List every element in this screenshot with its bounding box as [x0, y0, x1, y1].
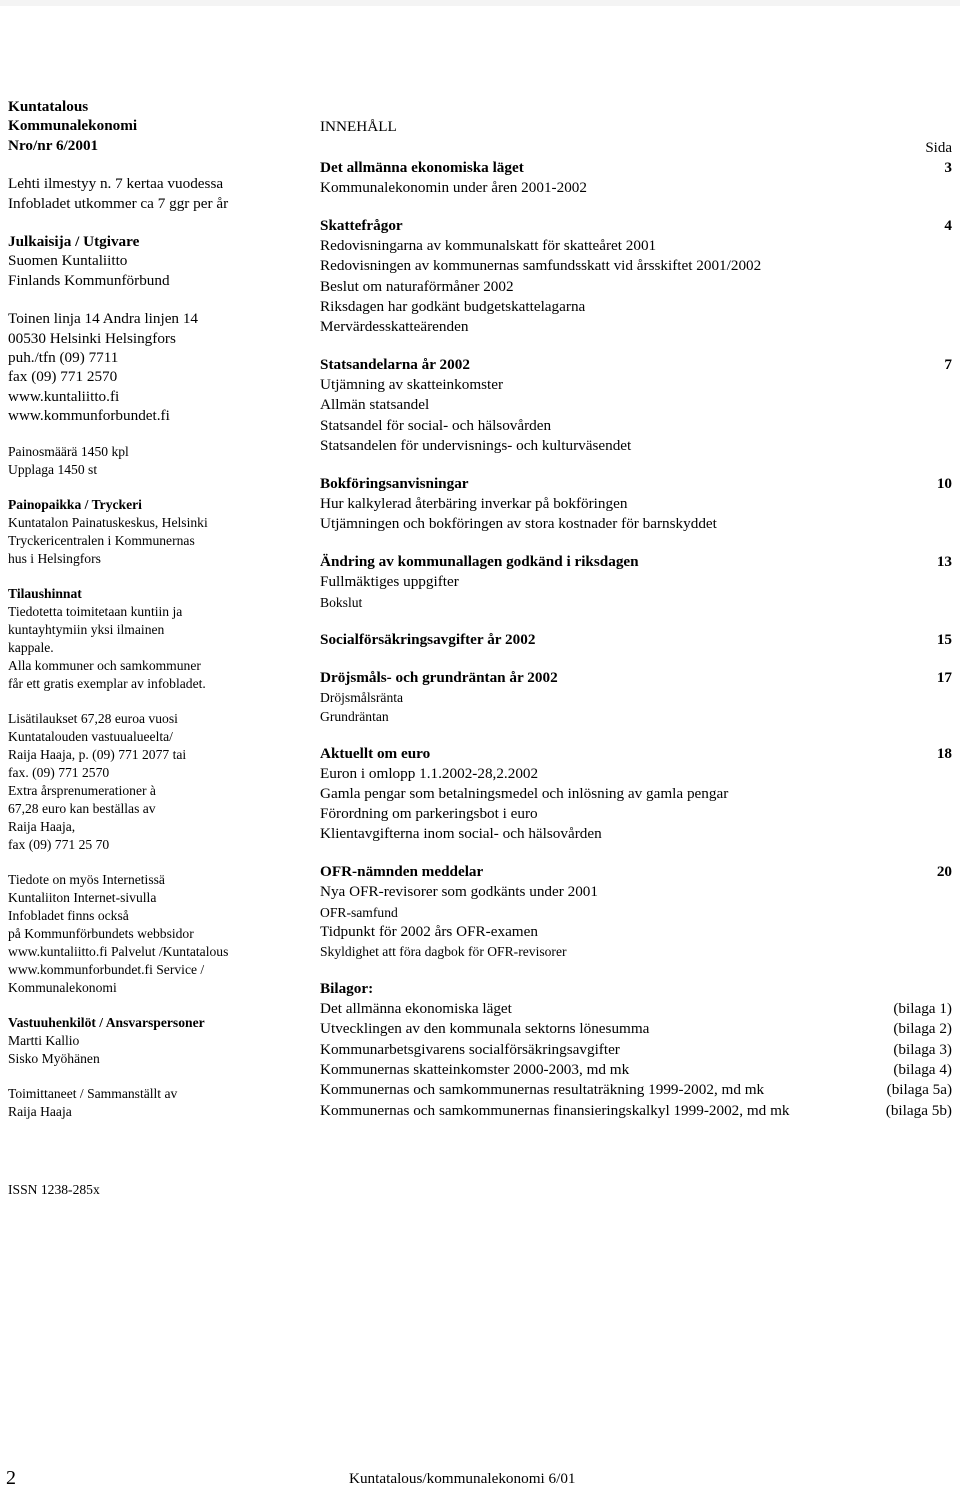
- appendix-row[interactable]: [320, 999, 952, 1019]
- responsible-person: Martti Kallio: [8, 1032, 80, 1048]
- publisher-line: Finlands Kommunförbund: [8, 271, 170, 289]
- toc-section: [320, 355, 952, 456]
- internet-line: Infobladet finns också: [8, 907, 129, 923]
- appendix-title: Kommunernas och samkommunernas finansieringskalkyl 1999-2002, md mk: [320, 1101, 790, 1119]
- orders-line: kappale.: [8, 639, 54, 655]
- toc-section-title: OFR-nämnden meddelar: [320, 863, 484, 881]
- toc-section-page: 15: [936, 630, 952, 648]
- toc-section-title: Statsandelarna år 2002: [320, 356, 470, 374]
- orders-line: får ett gratis exemplar av infobladet.: [8, 675, 206, 691]
- address-line: Toinen linja 14 Andra linjen 14: [8, 310, 199, 328]
- internet-line: på Kommunförbundets webbsidor: [8, 925, 194, 941]
- toc-item: Redovisningen av kommunernas samfundsskatt vid årsskiftet 2001/2002: [320, 257, 762, 275]
- toc-item: Dröjsmålsränta: [320, 689, 404, 705]
- toc-item: Förordning om parkeringsbot i euro: [320, 805, 538, 823]
- toc-item: Fullmäktiges uppgifter: [320, 573, 459, 591]
- orders-block: [8, 585, 298, 693]
- toc-item: Bokslut: [320, 594, 363, 610]
- toc-section-page: 7: [944, 356, 952, 374]
- appendix-ref: (bilaga 1): [893, 999, 952, 1017]
- appendix-row[interactable]: [320, 1101, 952, 1121]
- masthead-title-line: Kommunalekonomi: [8, 117, 138, 135]
- masthead-title: [8, 97, 298, 155]
- toc-title: INNEHÅLL: [320, 118, 397, 135]
- toc-section-page: 18: [936, 744, 952, 762]
- toc-section-page: 4: [944, 217, 952, 235]
- extra-line: Extra årsprenumerationer à: [8, 782, 156, 798]
- toc-item: Utjämning av skatteinkomster: [320, 376, 504, 394]
- appendix-row[interactable]: [320, 1080, 952, 1100]
- appendix-heading: Bilagor:: [320, 979, 374, 997]
- editors-block: [8, 1085, 298, 1121]
- toc-section-title: Socialförsäkringsavgifter år 2002: [320, 630, 536, 648]
- publisher-heading: Julkaisija / Utgivare: [8, 233, 140, 251]
- toc-section: [320, 668, 952, 726]
- toc-item: Hur kalkylerad återbäring inverkar på bokföringen: [320, 495, 628, 513]
- orders-line: Alla kommuner och samkommuner: [8, 657, 201, 673]
- extra-line: fax. (09) 771 2570: [8, 764, 110, 780]
- toc-item: Gamla pengar som betalningsmedel och inlösning av gamla pengar: [320, 784, 729, 802]
- toc-section-page: 10: [936, 475, 952, 493]
- appendix-ref: (bilaga 2): [893, 1020, 952, 1038]
- appendix-title: Det allmänna ekonomiska läget: [320, 999, 512, 1017]
- toc-section-page: 13: [936, 553, 952, 571]
- toc-item: Statsandelen för undervisnings- och kulturväsendet: [320, 436, 632, 454]
- print-run-line: Painosmäärä 1450 kpl: [8, 443, 129, 459]
- toc-section-heading[interactable]: [320, 355, 952, 375]
- toc-item: OFR-samfund: [320, 904, 398, 920]
- extra-line: Raija Haaja,: [8, 818, 76, 834]
- extra-line: Raija Haaja, p. (09) 771 2077 tai: [8, 746, 187, 762]
- appendix-title: Kommunernas skatteinkomster 2000-2003, md mk: [320, 1061, 630, 1079]
- publisher-block: [8, 232, 298, 290]
- internet-link[interactable]: www.kuntaliitto.fi Palvelut /Kuntatalous: [8, 943, 229, 959]
- toc-section-page: 17: [936, 668, 952, 686]
- publisher-line: Suomen Kuntaliitto: [8, 252, 128, 270]
- printer-heading: Painopaikka / Tryckeri: [8, 496, 142, 512]
- toc-section: [320, 158, 952, 198]
- toc-section-heading[interactable]: [320, 474, 952, 494]
- editors-heading: Toimittaneet / Sammanställt av: [8, 1085, 178, 1101]
- toc-section: [320, 552, 952, 611]
- toc-section-title: Bokföringsanvisningar: [320, 475, 469, 493]
- appendix-ref: (bilaga 5b): [885, 1101, 952, 1119]
- fax-line: fax (09) 771 2570: [8, 368, 118, 386]
- appendix-ref: (bilaga 5a): [886, 1081, 952, 1099]
- frequency-line: Infobladet utkommer ca 7 ggr per år: [8, 194, 229, 212]
- printer-line: hus i Helsingfors: [8, 550, 101, 566]
- appendix-list: [320, 999, 952, 1121]
- toc-section-heading[interactable]: [320, 668, 952, 688]
- editor-person: Raija Haaja: [8, 1103, 72, 1119]
- extra-line: fax (09) 771 25 70: [8, 836, 110, 852]
- masthead-title-line: Nro/nr 6/2001: [8, 136, 99, 154]
- website-link[interactable]: www.kommunforbundet.fi: [8, 407, 170, 425]
- toc-item: Mervärdesskatteärenden: [320, 318, 469, 336]
- toc-section-title: Aktuellt om euro: [320, 744, 431, 762]
- toc-section-heading[interactable]: [320, 744, 952, 764]
- toc-item: Beslut om naturaförmåner 2002: [320, 277, 514, 295]
- page-column-label: Sida: [925, 140, 952, 156]
- extra-line: Kuntatalouden vastuualueelta/: [8, 728, 173, 744]
- print-run-line: Upplaga 1450 st: [8, 461, 98, 477]
- appendix-title: Kommunarbetsgivarens socialförsäkringsavgifter: [320, 1040, 620, 1058]
- toc-item: Klientavgifterna inom social- och hälsovården: [320, 825, 602, 843]
- internet-line: Kuntaliiton Internet-sivulla: [8, 889, 157, 905]
- orders-heading: Tilaushinnat: [8, 585, 82, 601]
- masthead-title-line: Kuntatalous: [8, 98, 89, 115]
- toc-section-title: Det allmänna ekonomiska läget: [320, 159, 524, 176]
- toc-sections: [320, 158, 952, 961]
- appendix-row[interactable]: [320, 1040, 952, 1060]
- toc-item: Riksdagen har godkänt budgetskattelagarna: [320, 297, 586, 315]
- top-rule: [0, 0, 960, 6]
- toc-section: [320, 744, 952, 845]
- address-line: 00530 Helsinki Helsingfors: [8, 329, 176, 347]
- toc-section: [320, 474, 952, 534]
- toc-item: Kommunalekonomin under åren 2001-2002: [320, 179, 587, 196]
- toc-section-heading[interactable]: [320, 630, 952, 650]
- appendix-title: Utvecklingen av den kommunala sektorns lönesumma: [320, 1020, 650, 1038]
- printer-line: Tryckericentralen i Kommunernas: [8, 532, 195, 548]
- toc-item: Euron i omlopp 1.1.2002-28,2.2002: [320, 764, 539, 782]
- address-block: [8, 309, 298, 425]
- responsible-person: Sisko Myöhänen: [8, 1050, 100, 1066]
- printer-block: [8, 496, 298, 568]
- masthead-column: [8, 97, 298, 1121]
- orders-line: Tiedotetta toimitetaan kuntiin ja: [8, 603, 183, 619]
- appendix-section: [320, 979, 952, 1121]
- toc-section: [320, 630, 952, 650]
- appendix-title: Kommunernas och samkommunernas resultaträkning 1999-2002, md mk: [320, 1081, 765, 1099]
- responsible-heading: Vastuuhenkilöt / Ansvarspersoner: [8, 1014, 205, 1030]
- appendix-ref: (bilaga 3): [893, 1040, 952, 1058]
- extra-line: 67,28 euro kan beställas av: [8, 800, 156, 816]
- toc-item: Allmän statsandel: [320, 396, 430, 414]
- page-number: 2: [6, 1467, 16, 1489]
- toc-item: Redovisningarna av kommunalskatt för skatteåret 2001: [320, 237, 657, 255]
- appendix-row[interactable]: [320, 1019, 952, 1039]
- appendix-ref: (bilaga 4): [893, 1061, 952, 1079]
- orders-line: kuntayhtymiin yksi ilmainen: [8, 621, 165, 637]
- toc-section-heading[interactable]: [320, 862, 952, 882]
- toc-item: Utjämningen och bokföringen av stora kostnader för barnskyddet: [320, 515, 717, 533]
- footer-publication: Kuntatalous/kommunalekonomi 6/01: [349, 1470, 576, 1487]
- toc-section-title: Skattefrågor: [320, 217, 403, 235]
- toc-item: Tidpunkt för 2002 års OFR-examen: [320, 922, 538, 940]
- appendix-row[interactable]: [320, 1060, 952, 1080]
- printer-line: Kuntatalon Painatuskeskus, Helsinki: [8, 514, 208, 530]
- website-link[interactable]: www.kuntaliitto.fi: [8, 387, 120, 405]
- frequency-note: [8, 174, 298, 213]
- table-of-contents: [320, 117, 952, 1121]
- toc-section-title: Ändring av kommunallagen godkänd i riksdagen: [320, 553, 639, 571]
- toc-item: Statsandel för social- och hälsovården: [320, 416, 552, 434]
- internet-line: Kommunalekonomi: [8, 979, 117, 995]
- extra-line: Lisätilaukset 67,28 euroa vuosi: [8, 710, 178, 726]
- toc-section-page: 3: [944, 159, 952, 176]
- toc-section-title: Dröjsmåls- och grundräntan år 2002: [320, 668, 558, 686]
- internet-line: Tiedote on myös Internetissä: [8, 871, 165, 887]
- toc-item: Nya OFR-revisorer som godkänts under 2001: [320, 883, 598, 901]
- toc-section: [320, 216, 952, 337]
- toc-item: Grundräntan: [320, 708, 389, 724]
- issn: ISSN 1238-285x: [8, 1182, 100, 1197]
- toc-section-heading[interactable]: [320, 158, 952, 178]
- frequency-line: Lehti ilmestyy n. 7 kertaa vuodessa: [8, 175, 224, 193]
- phone-line: puh./tfn (09) 7711: [8, 349, 119, 367]
- toc-section: [320, 862, 952, 960]
- responsible-block: [8, 1014, 298, 1068]
- extra-subscriptions-block: [8, 710, 298, 854]
- print-run-block: [8, 443, 298, 479]
- internet-link[interactable]: www.kommunforbundet.fi Service /: [8, 961, 205, 977]
- toc-item: Skyldighet att föra dagbok för OFR-revisorer: [320, 943, 567, 959]
- toc-section-heading[interactable]: [320, 216, 952, 236]
- toc-section-page: 20: [936, 863, 952, 881]
- toc-section-heading[interactable]: [320, 552, 952, 572]
- internet-block: [8, 871, 298, 997]
